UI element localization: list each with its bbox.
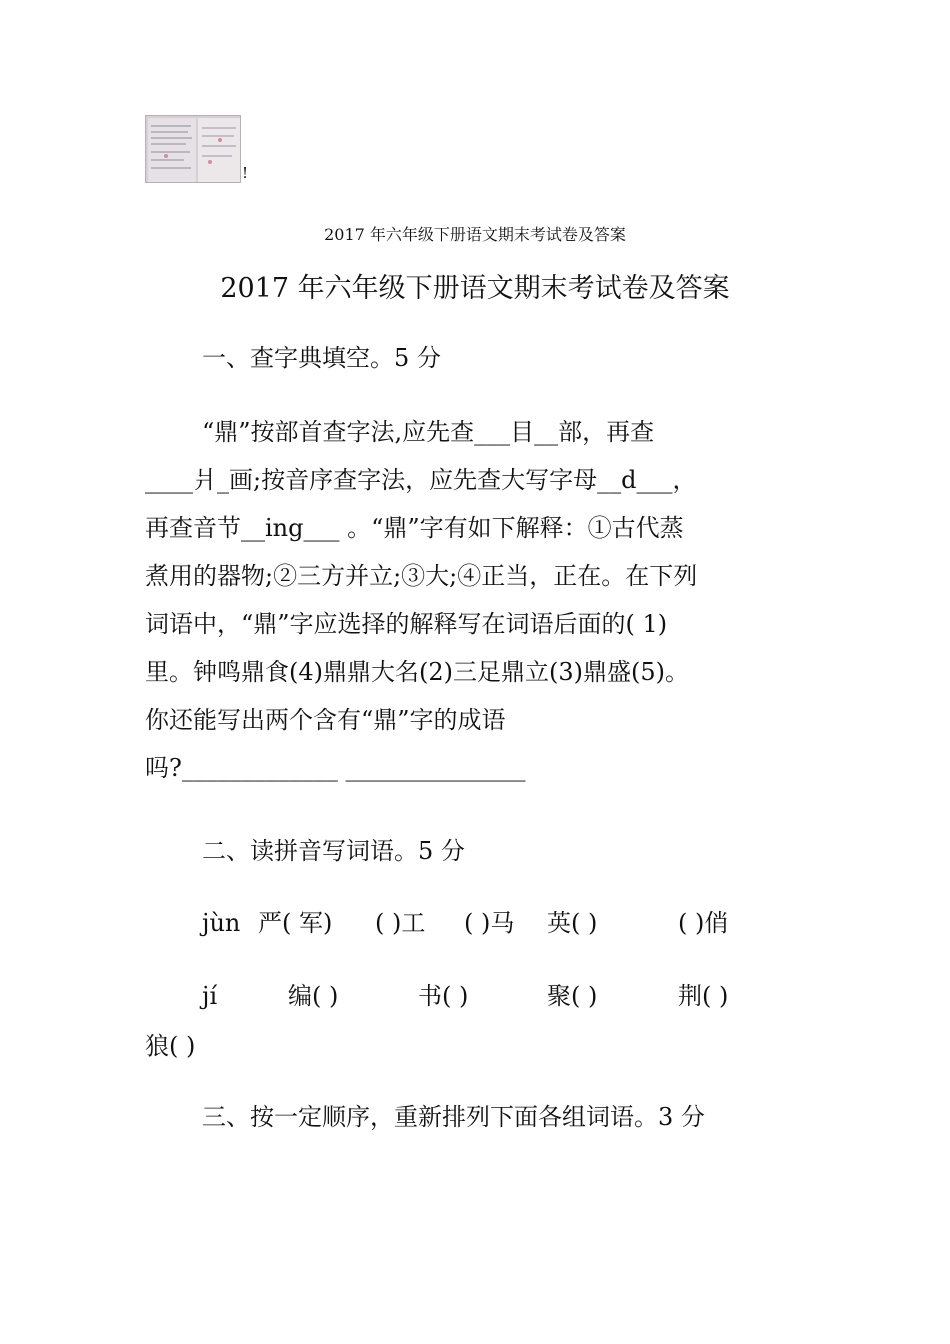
section-3-heading: 三、按一定顺序，重新排列下面各组词语。3 分 — [202, 1103, 705, 1131]
page-header: 2017 年六年级下册语文期末考试卷及答案 — [324, 225, 626, 244]
section-1-line: ____爿_画;按音序查字法，应先查大写字母__d___， — [145, 466, 697, 494]
document-title: 2017 年六年级下册语文期末考试卷及答案 — [220, 273, 730, 304]
word-blank: ( )马 — [464, 909, 515, 937]
section-1-heading: 一、查字典填空。5 分 — [202, 344, 441, 372]
word-blank: 狼( ) — [145, 1032, 196, 1060]
section-1-line: 煮用的器物;②三方并立;③大;④正当，正在。在下列 — [145, 562, 698, 590]
section-1-line: 再查音节__ing___ 。“鼎”字有如下解释：①古代蒸 — [145, 514, 684, 542]
word-blank: 书( ) — [418, 982, 469, 1010]
section-1-line: 里。钟鸣鼎食(4)鼎鼎大名(2)三足鼎立(3)鼎盛(5)。 — [145, 658, 689, 686]
section-2-heading: 二、读拼音写词语。5 分 — [202, 837, 465, 865]
section-1-line: 吗?_____________ _______________ — [145, 754, 526, 782]
word-blank: 编( ) — [288, 982, 339, 1010]
word-blank: 英( ) — [547, 909, 598, 937]
exclamation-mark: ! — [242, 164, 249, 182]
word-blank: 荆( ) — [678, 982, 729, 1010]
word-blank: ( )工 — [375, 909, 426, 937]
section-1-body — [145, 408, 810, 792]
exam-photo-thumbnail — [145, 115, 241, 183]
section-1-line: “鼎”按部首查字法,应先查___目__部，再查 — [202, 418, 655, 446]
word-blank: 严( 军) — [258, 909, 333, 937]
pinyin-jun: jùn — [202, 909, 241, 937]
word-blank: 聚( ) — [547, 982, 598, 1010]
section-1-line: 词语中，“鼎”字应选择的解释写在词语后面的( 1) — [145, 610, 668, 638]
section-1-line: 你还能写出两个含有“鼎”字的成语 — [145, 706, 506, 734]
word-blank: ( )俏 — [678, 909, 729, 937]
pinyin-ji: jí — [202, 982, 218, 1010]
